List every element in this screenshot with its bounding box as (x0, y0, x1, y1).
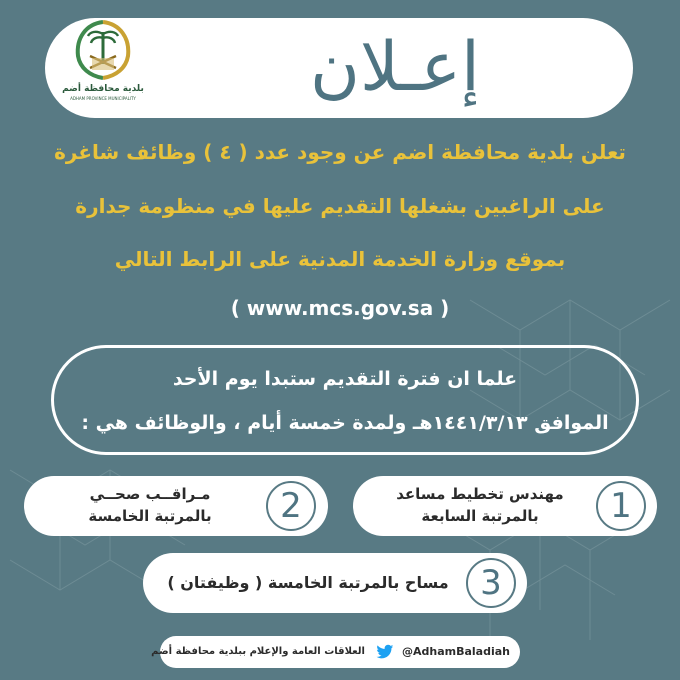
announcement-title: إعـلان (310, 28, 480, 107)
note-line-1: علما ان فترة التقديم ستبدا يوم الأحد (172, 368, 518, 390)
job-2-title: مـراقــب صحــي (89, 485, 211, 503)
municipality-logo (62, 18, 144, 102)
application-period-box (51, 345, 639, 455)
job-1-title: مهندس تخطيط مساعد (396, 485, 564, 503)
twitter-icon[interactable] (376, 644, 394, 660)
twitter-handle[interactable]: @AdhamBaladiah (402, 645, 511, 658)
footer-department: العلاقات العامة والإعلام ببلدية محافظة أضم (151, 646, 365, 657)
logo-arabic-text: بلدية محافظة أضم (62, 84, 144, 94)
announcement-line-3: بموقع وزارة الخدمة المدنية على الرابط التالي (114, 247, 566, 271)
job-1-details (370, 483, 590, 527)
note-line-2: الموافق ١٤٤١/٣/١٣هـ ولمدة خمسة أيام ، والوظائف هي : (81, 412, 609, 434)
job-number-3: 3 (466, 558, 516, 608)
application-url[interactable]: ( www.mcs.gov.sa ) (230, 296, 450, 320)
job-number-1: 1 (596, 481, 646, 531)
job-2-rank: بالمرتبة الخامسة (88, 507, 212, 525)
palm-swords-emblem-icon (62, 18, 144, 84)
job-2-details (40, 483, 260, 527)
announcement-line-2: على الراغبين بشغلها التقديم عليها في منظومة جدارة (75, 194, 605, 218)
job-3-title: مساح بالمرتبة الخامسة ( وظيفتان ) (167, 573, 449, 592)
job-1-rank: بالمرتبة السابعة (421, 507, 539, 525)
job-number-2: 2 (266, 481, 316, 531)
announcement-line-1: تعلن بلدية محافظة اضم عن وجود عدد ( ٤ ) وظائف شاغرة (54, 140, 626, 164)
logo-english-text: ADHAM PROVINCE MUNICIPALITY (70, 96, 136, 101)
